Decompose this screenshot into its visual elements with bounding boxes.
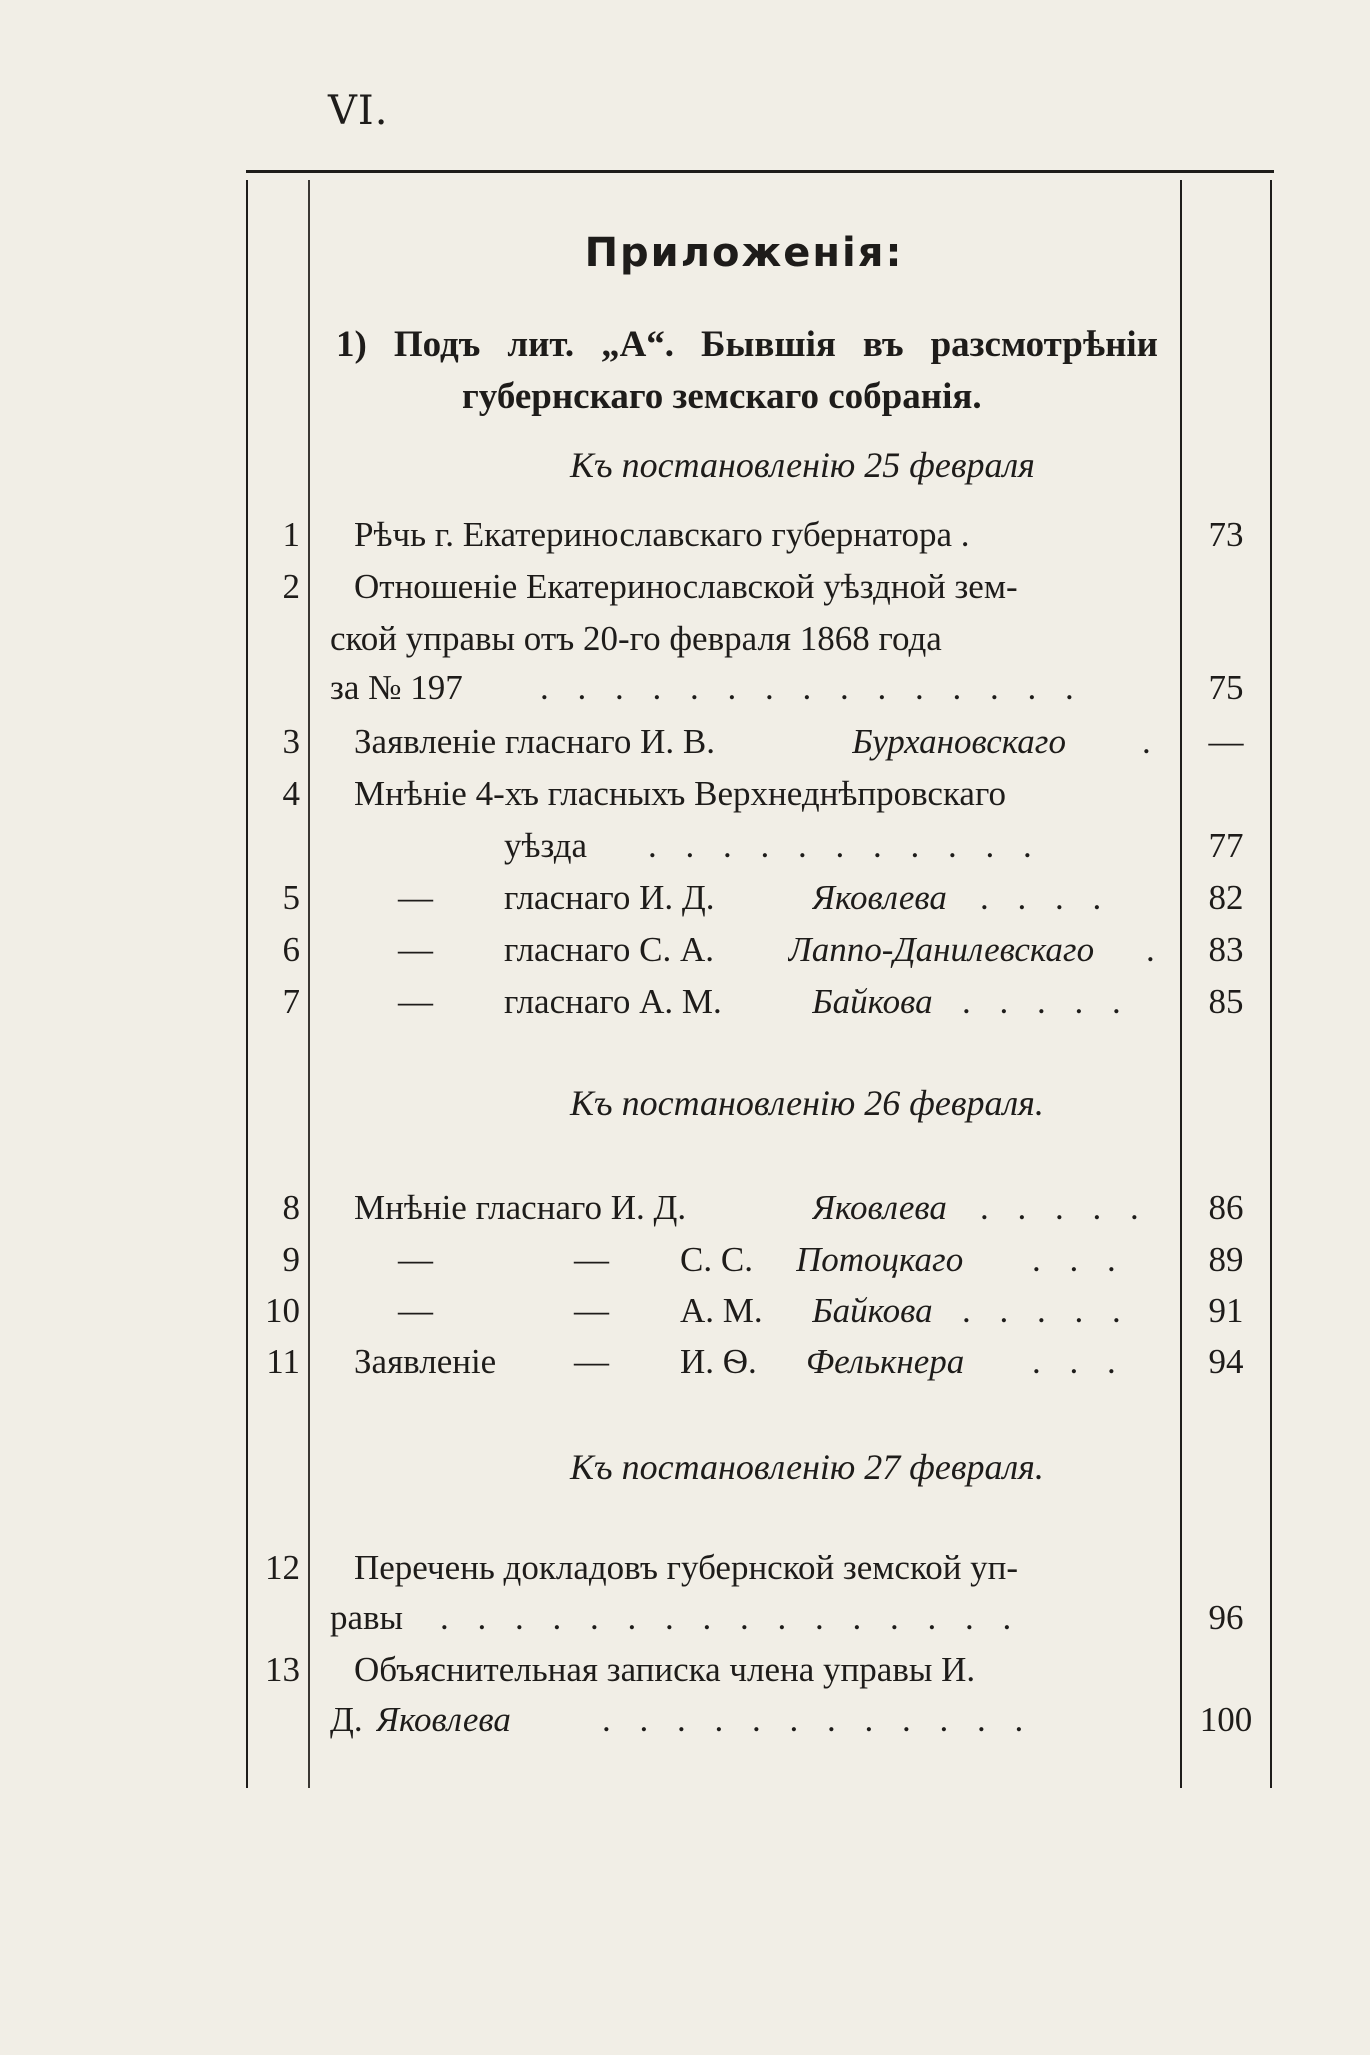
list-item xyxy=(0,774,1370,820)
entry-person-name: Лаппо-Данилевскаго xyxy=(788,930,1095,969)
entry-end: . . . xyxy=(1032,1342,1126,1381)
entry-title-line-1: Объяснительная записка члена управы И. xyxy=(354,1650,976,1689)
entry-end: . . . . . xyxy=(980,1188,1149,1227)
entry-end: . xyxy=(1146,930,1155,969)
entry-number: 12 xyxy=(265,1548,300,1587)
list-item xyxy=(0,1548,1370,1594)
entry-page: 96 xyxy=(1208,1598,1244,1637)
ditto-dash: — xyxy=(574,1342,609,1381)
entry-page: 100 xyxy=(1199,1700,1253,1739)
entry-page: 91 xyxy=(1208,1291,1244,1330)
entry-person-name: Байкова xyxy=(812,982,933,1021)
entry-number: 10 xyxy=(265,1291,300,1330)
entry-number: 1 xyxy=(282,515,300,554)
entry-title: Заявленіе гласнаго И. В. xyxy=(354,722,715,761)
entry-number: 11 xyxy=(266,1342,300,1381)
entry-number: 9 xyxy=(282,1240,300,1279)
entry-title-line-2: ской управы отъ 20-го февраля 1868 года xyxy=(330,619,942,658)
entry-number: 13 xyxy=(265,1650,300,1689)
entry-title: С. С. xyxy=(680,1240,753,1279)
subheading-line-1: 1) Подъ лит. „А“. Бывшія въ разсмотрѣніи xyxy=(336,324,1158,365)
list-item xyxy=(0,515,1370,561)
list-item-continuation xyxy=(0,619,1370,665)
entry-title: гласнаго С. А. xyxy=(504,930,714,969)
entry-title: гласнаго И. Д. xyxy=(504,878,715,917)
list-item xyxy=(0,1188,1370,1234)
leader-dots: . . . . . . . . . . . . . . . xyxy=(540,668,1084,707)
entry-page: 94 xyxy=(1208,1342,1244,1381)
table-top-rule xyxy=(246,170,1274,173)
entry-page: 82 xyxy=(1208,878,1244,917)
entry-person-name: Яковлева xyxy=(812,878,947,917)
ditto-dash: — xyxy=(398,878,433,917)
entry-page: 83 xyxy=(1208,930,1244,969)
ditto-dash: — xyxy=(574,1240,609,1279)
ditto-dash: — xyxy=(398,1240,433,1279)
list-item xyxy=(0,1650,1370,1696)
section-heading-25-february: Къ постановленію 25 февраля xyxy=(570,445,1035,485)
entry-title-line-1: Отношеніе Екатеринославской уѣздной зем- xyxy=(354,567,1018,606)
entry-page: 86 xyxy=(1208,1188,1244,1227)
leader-dots: . . . . . . . . . . . xyxy=(648,826,1042,865)
list-item xyxy=(0,722,1370,768)
ditto-dash: — xyxy=(398,982,433,1021)
entry-lead: Заявленіе xyxy=(354,1342,497,1381)
list-item-continuation xyxy=(0,1598,1370,1644)
list-item-continuation xyxy=(0,1700,1370,1746)
entry-number: 4 xyxy=(282,774,300,813)
entry-person-name: Бурхановскаго xyxy=(852,722,1066,761)
entry-title-line-1: Перечень докладовъ губернской земской уп- xyxy=(354,1548,1019,1587)
entry-page: 89 xyxy=(1208,1240,1244,1279)
list-item xyxy=(0,567,1370,613)
entry-title-line-2: уѣзда xyxy=(504,826,588,865)
entry-title-line-2: равы xyxy=(330,1598,404,1637)
entry-number: 2 xyxy=(282,567,300,606)
entry-title: Рѣчь г. Екатеринославскаго губернатора . xyxy=(354,515,970,554)
entry-page: — xyxy=(1208,722,1244,761)
entry-end: . xyxy=(1142,722,1151,761)
entry-title: гласнаго А. М. xyxy=(504,982,722,1021)
appendices-heading: Приложенія: xyxy=(584,230,904,276)
entry-title: И. Ѳ. xyxy=(680,1342,757,1381)
entry-end: . . . xyxy=(1032,1240,1126,1279)
entry-title: А. М. xyxy=(680,1291,763,1330)
entry-number: 8 xyxy=(282,1188,300,1227)
section-heading-27-february: Къ постановленію 27 февраля. xyxy=(570,1447,1044,1487)
entry-end: . . . . . xyxy=(962,982,1131,1021)
ditto-dash: — xyxy=(398,930,433,969)
entry-title-line-3: за № 197 xyxy=(330,668,463,707)
list-item xyxy=(0,1240,1370,1286)
leader-dots: . . . . . . . . . . . . xyxy=(602,1700,1034,1739)
entry-person-name: Фелькнера xyxy=(806,1342,965,1381)
entry-title-line-1: Мнѣніе 4-хъ гласныхъ Верхнеднѣпровскаго xyxy=(354,774,1006,813)
subheading-line-2: губернскаго земскаго собранія. xyxy=(462,376,982,417)
ditto-dash: — xyxy=(398,1291,433,1330)
entry-number: 6 xyxy=(282,930,300,969)
entry-person-name: Потоцкаго xyxy=(796,1240,964,1279)
entry-person-name: Байкова xyxy=(812,1291,933,1330)
entry-page: 75 xyxy=(1208,668,1244,707)
list-item xyxy=(0,1291,1370,1337)
list-item xyxy=(0,878,1370,924)
entry-end: . . . . . xyxy=(962,1291,1131,1330)
entry-title: Мнѣніе гласнаго И. Д. xyxy=(354,1188,687,1227)
page-number: VI. xyxy=(328,88,389,134)
entry-person-name: Яковлева xyxy=(812,1188,947,1227)
entry-page: 73 xyxy=(1208,515,1244,554)
entry-number: 5 xyxy=(282,878,300,917)
ditto-dash: — xyxy=(574,1291,609,1330)
section-heading-26-february: Къ постановленію 26 февраля. xyxy=(570,1083,1044,1123)
list-item-continuation xyxy=(0,668,1370,714)
entry-end: . . . . xyxy=(980,878,1112,917)
entry-title-line-2: Д. xyxy=(330,1700,363,1739)
entry-page: 85 xyxy=(1208,982,1244,1021)
entry-person-name: Яковлева xyxy=(376,1700,511,1739)
list-item xyxy=(0,1342,1370,1388)
list-item xyxy=(0,982,1370,1028)
entry-number: 3 xyxy=(282,722,300,761)
leader-dots: . . . . . . . . . . . . . . . . xyxy=(440,1598,1022,1637)
entry-number: 7 xyxy=(282,982,300,1021)
entry-page: 77 xyxy=(1208,826,1244,865)
list-item-continuation xyxy=(0,826,1370,872)
list-item xyxy=(0,930,1370,976)
